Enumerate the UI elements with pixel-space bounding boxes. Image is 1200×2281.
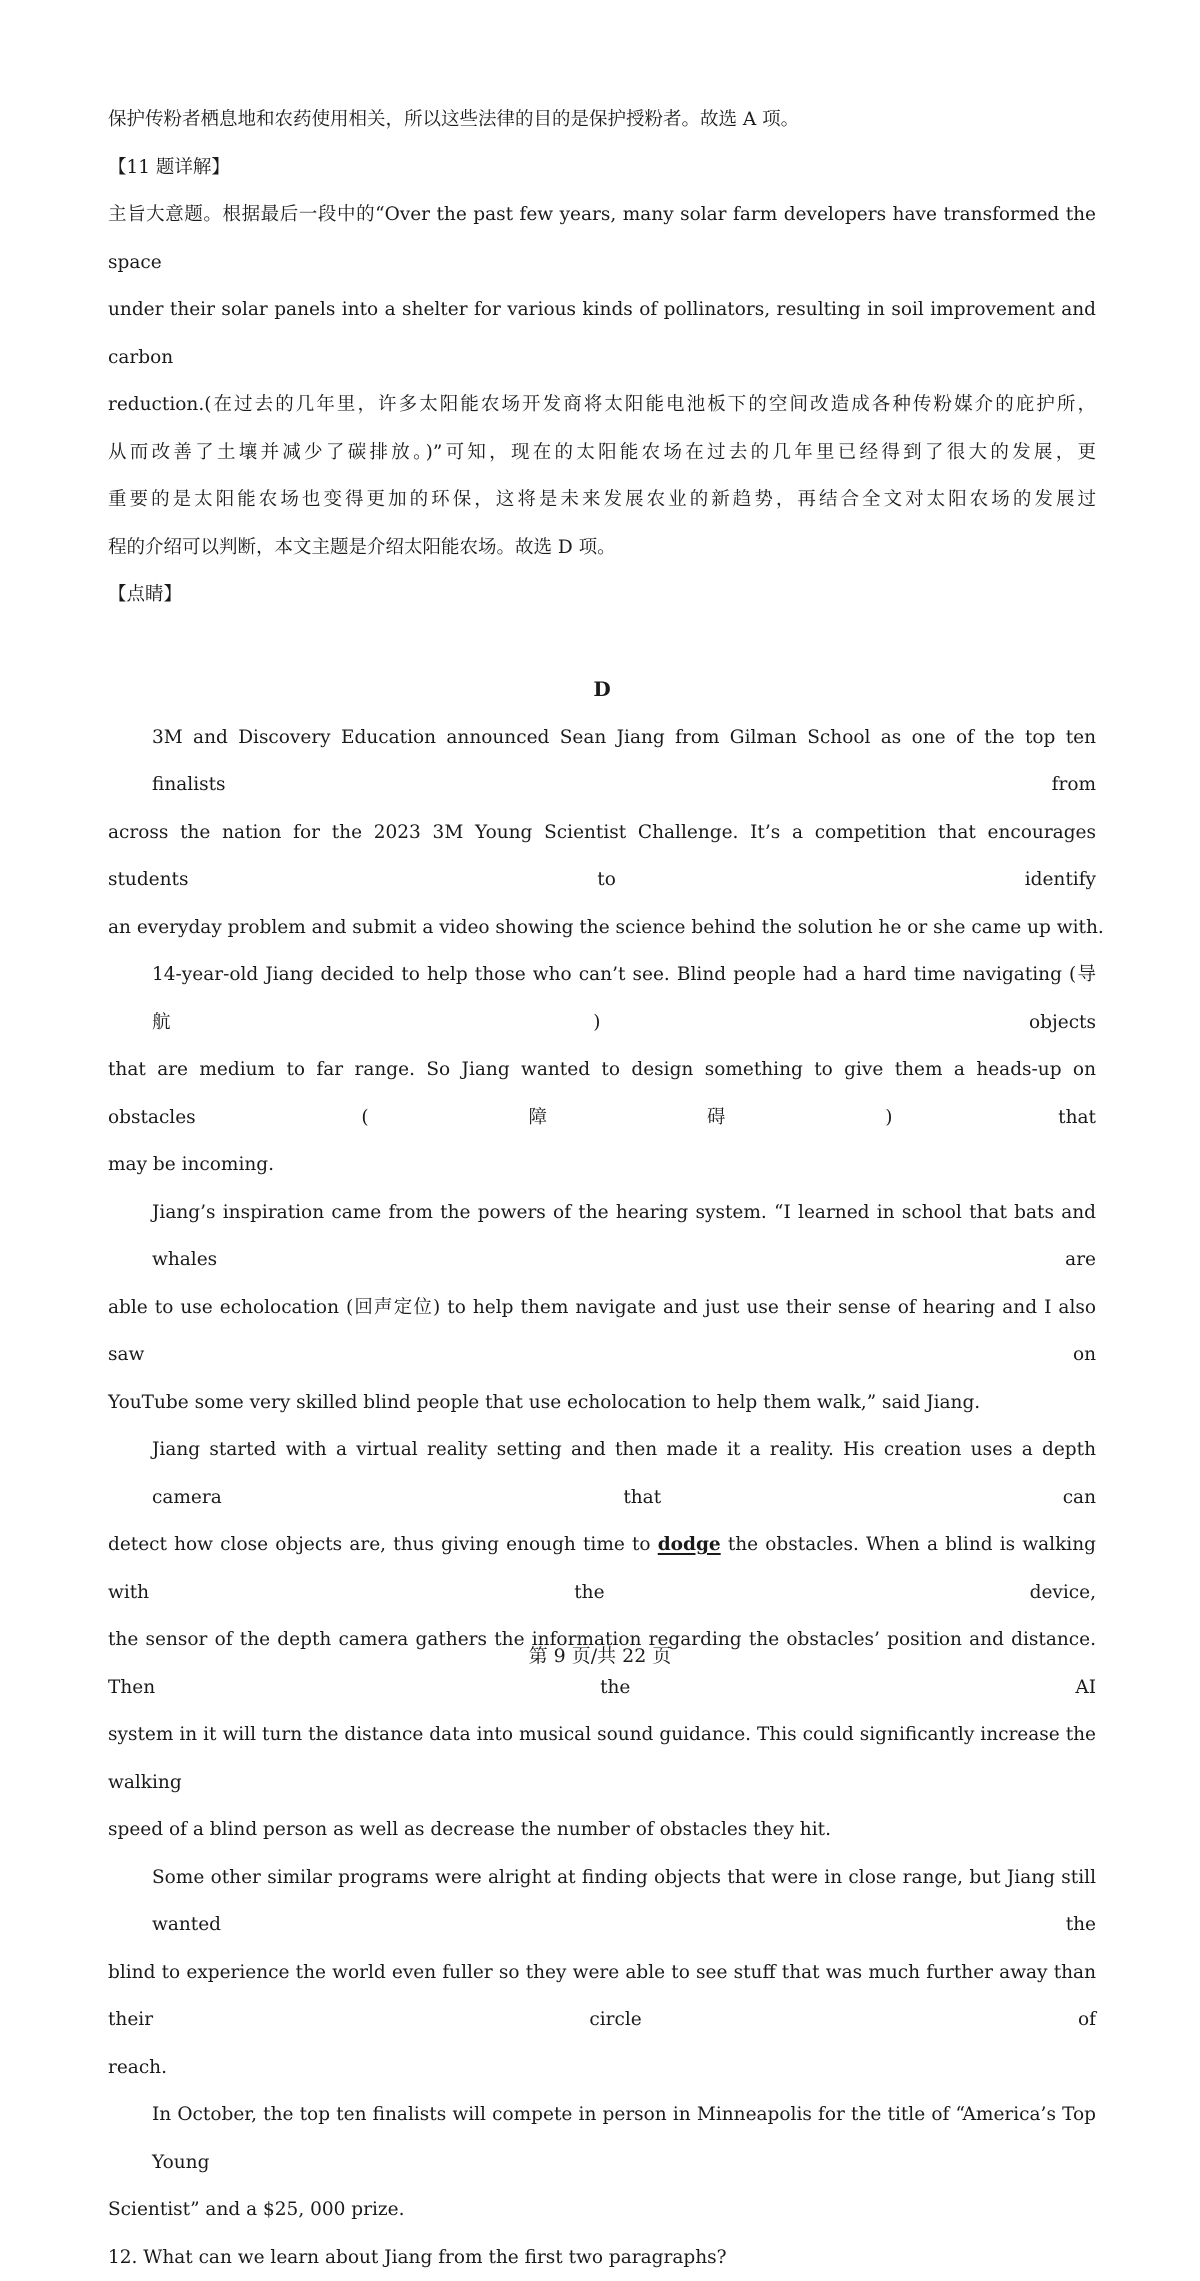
passage-p4-line: Jiang started with a virtual reality setting and then made it a reality. His creation uses a depth camera that can <box>108 1426 1096 1521</box>
passage-p4-text: detect how close objects are, thus giving enough time to <box>108 1534 658 1555</box>
passage-p5-line: blind to experience the world even fuller so they were able to see stuff that was much further away than their circle of <box>108 1949 1096 2044</box>
passage-p2-line: may be incoming. <box>108 1141 1096 1189</box>
q11-explanation-line: 从而改善了土壤并减少了碳排放。)”可知，现在的太阳能农场在过去的几年里已经得到了很大的发展，更 <box>108 429 1096 477</box>
passage-letter: D <box>108 666 1096 714</box>
passage-p3-line: YouTube some very skilled blind people that use echolocation to help them walk,” said Jiang. <box>108 1379 1096 1427</box>
passage-p1-line: an everyday problem and submit a video showing the science behind the solution he or she came up with. <box>108 904 1096 952</box>
q11-explanation-line: 主旨大意题。根据最后一段中的“Over the past few years, many solar farm developers have transformed the space <box>108 191 1096 286</box>
q11-explanation-line: reduction.(在过去的几年里，许多太阳能农场开发商将太阳能电池板下的空间改造成各种传粉媒介的庇护所， <box>108 381 1096 429</box>
passage-p4-line <box>108 1521 1096 1616</box>
passage-p4-line: system in it will turn the distance data into musical sound guidance. This could significantly increase the walking <box>108 1711 1096 1806</box>
q11-heading: 【11 题详解】 <box>108 144 1096 192</box>
page-footer: 第 9 页/共 22 页 <box>0 1642 1200 1670</box>
keyword-dodge: dodge <box>658 1534 721 1555</box>
passage-p4-text: the obstacles. When a blind is walking with the device, <box>108 1534 1096 1603</box>
passage-p4-line: the sensor of the depth camera gathers the information regarding the obstacles’ position and distance. Then the AI <box>108 1616 1096 1711</box>
passage-p5-line: Some other similar programs were alright at finding objects that were in close range, but Jiang still wanted the <box>108 1854 1096 1949</box>
q11-explanation-line: under their solar panels into a shelter for various kinds of pollinators, resulting in soil improvement and carbon <box>108 286 1096 381</box>
passage-p3-line: able to use echolocation (回声定位) to help them navigate and just use their sense of hearing and I also saw on <box>108 1284 1096 1379</box>
q11-explanation-line: 重要的是太阳能农场也变得更加的环保，这将是未来发展农业的新趋势，再结合全文对太阳农场的发展过 <box>108 476 1096 524</box>
passage-p3-line: Jiang’s inspiration came from the powers of the hearing system. “I learned in school that bats and whales are <box>108 1189 1096 1284</box>
passage-p2-line: 14-year-old Jiang decided to help those who can’t see. Blind people had a hard time navigating (导航) objects <box>108 951 1096 1046</box>
passage-p4-line: speed of a blind person as well as decrease the number of obstacles they hit. <box>108 1806 1096 1854</box>
passage-p2-line: that are medium to far range. So Jiang wanted to design something to give them a heads-up on obstacles (障碍) that <box>108 1046 1096 1141</box>
passage-p5-line: reach. <box>108 2044 1096 2092</box>
passage-p1-line: across the nation for the 2023 3M Young Scientist Challenge. It’s a competition that encourages students to identify <box>108 809 1096 904</box>
tip-heading: 【点睛】 <box>108 571 1096 619</box>
question-12: 12. What can we learn about Jiang from the first two paragraphs? <box>108 2234 1096 2281</box>
passage-p6-line: In October, the top ten finalists will compete in person in Minneapolis for the title of “America’s Top Young <box>108 2091 1096 2186</box>
passage-p6-line: Scientist” and a $25, 000 prize. <box>108 2186 1096 2234</box>
passage-p1-line: 3M and Discovery Education announced Sean Jiang from Gilman School as one of the top ten finalists from <box>108 714 1096 809</box>
q11-explanation-line: 程的介绍可以判断，本文主题是介绍太阳能农场。故选 D 项。 <box>108 524 1096 572</box>
explanation-line: 保护传粉者栖息地和农药使用相关，所以这些法律的目的是保护授粉者。故选 A 项。 <box>108 96 1096 144</box>
section-spacer <box>108 619 1096 667</box>
